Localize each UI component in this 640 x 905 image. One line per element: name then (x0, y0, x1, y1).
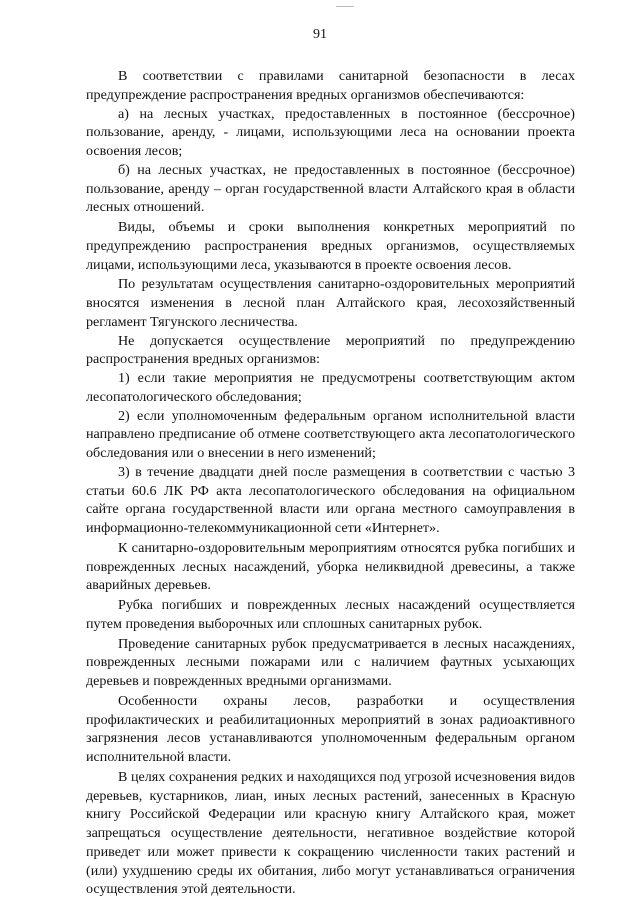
paragraph: Проведение санитарных рубок предусматривается в лесных насаждениях, поврежденных лесными пожарами или с наличием фаутных усыхающих деревьев и поврежденных вредными организмами. (86, 635, 575, 689)
paragraph: Виды, объемы и сроки выполнения конкретных мероприятий по предупреждению распространения вредных организмов, осуществляемых лицами, использующими леса, указываются в проекте освоения лесов. (86, 219, 575, 273)
paragraph: В целях сохранения редких и находящихся под угрозой исчезновения видов деревьев, кустарников, лиан, иных лесных растений, занесенных в Красную книгу Российской Федерации или красную книгу Алтайского края, может запрещаться осуществление деятельности, негативное воздействие которой приведет или может привести к сокращению численности таких растений и (или) ухудшению среды их обитания, либо могут устанавливаться ограничения осуществления этой деятельности. (86, 768, 575, 898)
paragraph: Рубка погибших и поврежденных лесных насаждений осуществляется путем проведения выборочных или сплошных санитарных рубок. (86, 597, 575, 632)
body-text (86, 67, 575, 899)
page-number: 91 (313, 27, 327, 42)
scan-mark (336, 6, 354, 7)
paragraph: 1) если такие мероприятия не предусмотрены соответствующим актом лесопатологического обследования; (86, 370, 575, 405)
paragraph: Особенности охраны лесов, разработки и осуществления профилактических и реабилитационных мероприятий в зонах радиоактивного загрязнения лесов устанавливаются уполномоченным федеральным органом исполнительной власти. (86, 692, 575, 765)
paragraph: По результатам осуществления санитарно-оздоровительных мероприятий вносятся изменения в лесной план Алтайского края, лесохозяйственный регламент Тягунского лесничества. (86, 276, 575, 330)
paragraph: 2) если уполномоченным федеральным органом исполнительной власти направлено предписание об отмене соответствующего акта лесопатологического обследования или о внесении в него изменений; (86, 407, 575, 461)
paragraph: Не допускается осуществление мероприятий по предупреждению распространения вредных организмов: (86, 332, 575, 368)
paragraph: К санитарно-оздоровительным мероприятиям относятся рубка погибших и поврежденных лесных насаждений, уборка неликвидной древесины, а также аварийных деревьев. (86, 539, 575, 594)
paragraph: В соответствии с правилами санитарной безопасности в лесах предупреждение распространения вредных организмов обеспечиваются: (86, 68, 575, 103)
paragraph: б) на лесных участках, не предоставленных в постоянное (бессрочное) пользование, аренду – орган государственной власти Алтайского края в области лесных отношений. (86, 161, 575, 216)
paragraph: а) на лесных участках, предоставленных в постоянное (бессрочное) пользование, аренду, - лицами, использующими леса на основании проекта освоения лесов; (86, 105, 575, 159)
paragraph: 3) в течение двадцати дней после размещения в соответствии с частью 3 статьи 60.6 ЛК РФ акта лесопатологического обследования на официальном сайте органа государственной власти или органа местного самоуправления в информационно-телекоммуникационной сети «Интернет». (86, 463, 575, 536)
